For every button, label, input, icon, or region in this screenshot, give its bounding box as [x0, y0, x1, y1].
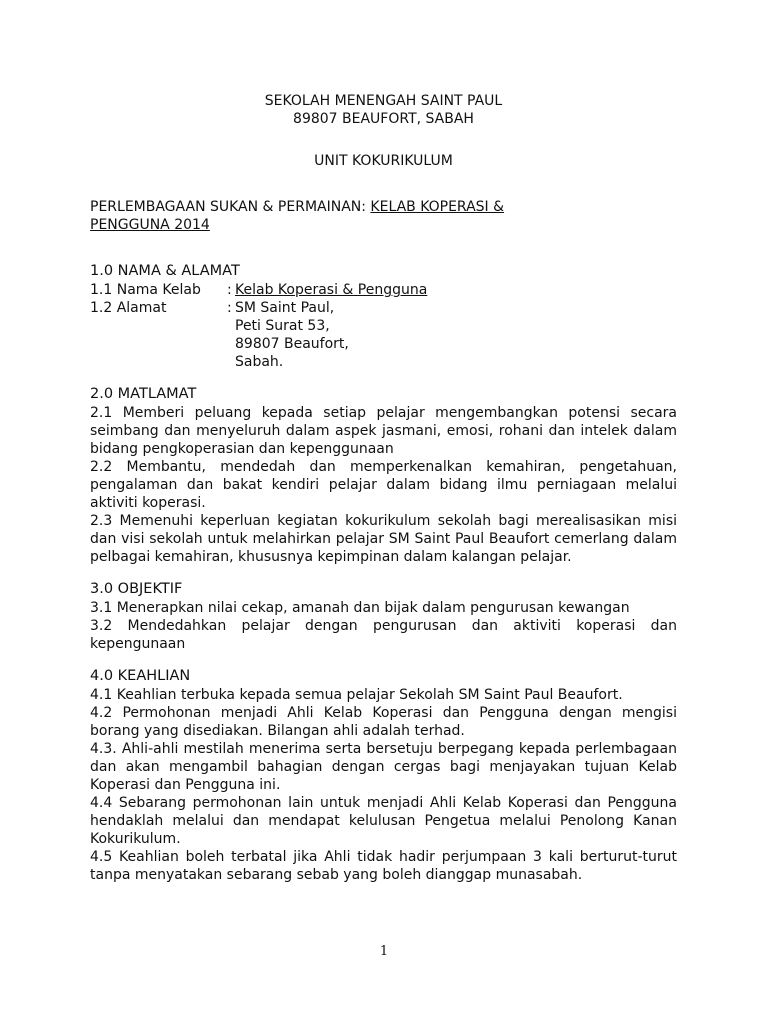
matlamat-item-2-2: 2.2 Membantu, mendedah dan memperkenalkan kemahiran, pengetahuan, pengalaman dan bakat kendiri pelajar dalam bidang ilmu perniagaan melalui aktiviti koperasi.	[90, 459, 677, 511]
page-number: 1	[379, 944, 389, 959]
section-heading-matlamat: 2.0 MATLAMAT	[90, 386, 197, 402]
title-club-line1: KELAB KOPERASI &	[370, 199, 505, 215]
document-page	[90, 92, 677, 884]
section-heading-objektif: 3.0 OBJEKTIF	[90, 581, 183, 597]
title-prefix: PERLEMBAGAAN SUKAN & PERMAINAN:	[90, 199, 371, 215]
keahlian-item-4-5: 4.5 Keahlian boleh terbatal jika Ahli tidak hadir perjumpaan 3 kali berturut-turut tanpa menyatakan sebarang sebab yang boleh dianggap munasabah.	[90, 849, 677, 883]
objektif-item-3-2: 3.2 Mendedahkan pelajar dengan pengurusan dan aktiviti koperasi dan kepengunaan	[90, 618, 677, 652]
address-row: 1.2 Alamat : SM Saint Paul,	[90, 300, 335, 316]
keahlian-item-4-1: 4.1 Keahlian terbuka kepada semua pelajar Sekolah SM Saint Paul Beaufort.	[90, 687, 623, 703]
keahlian-item-4-4: 4.4 Sebarang permohonan lain untuk menjadi Ahli Kelab Koperasi dan Pengguna hendaklah melalui dan mendapat kelulusan Pengetua melalui Penolong Kanan Kokurikulum.	[90, 795, 677, 847]
address-line-4: Sabah.	[235, 354, 284, 370]
school-name: SEKOLAH MENENGAH SAINT PAUL	[264, 93, 503, 109]
section-heading-keahlian: 4.0 KEAHLIAN	[90, 668, 191, 684]
keahlian-item-4-2: 4.2 Permohonan menjadi Ahli Kelab Koperasi dan Pengguna dengan mengisi borang yang disediakan. Bilangan ahli adalah terhad.	[90, 705, 677, 739]
school-address: 89807 BEAUFORT, SABAH	[293, 111, 474, 127]
document-title	[90, 198, 677, 234]
section-heading-nama-alamat: 1.0 NAMA & ALAMAT	[90, 263, 240, 279]
unit-title: UNIT KOKURIKULUM	[314, 153, 453, 169]
address-line-3: 89807 Beaufort,	[235, 336, 349, 352]
club-name-label: 1.1 Nama Kelab	[90, 282, 201, 298]
objektif-item-3-1: 3.1 Menerapkan nilai cekap, amanah dan bijak dalam pengurusan kewangan	[90, 600, 630, 616]
club-name-row: 1.1 Nama Kelab : Kelab Koperasi & Pengguna	[90, 282, 428, 298]
club-name-value: Kelab Koperasi & Pengguna	[235, 282, 428, 298]
title-club-line2: PENGGUNA 2014	[90, 217, 210, 233]
matlamat-item-2-1: 2.1 Memberi peluang kepada setiap pelajar mengembangkan potensi secara seimbang dan menyeluruh dalam aspek jasmani, emosi, rohani dan intelek dalam bidang pengkoperasian dan kepenggunaan	[90, 405, 677, 457]
keahlian-item-4-3: 4.3. Ahli-ahli mestilah menerima serta bersetuju berpegang kepada perlembagaan dan akan mengambil bahagian dengan cergas bagi menjayakan tujuan Kelab Koperasi dan Pengguna ini.	[90, 741, 677, 793]
address-label: 1.2 Alamat	[90, 300, 167, 316]
matlamat-item-2-3: 2.3 Memenuhi keperluan kegiatan kokurikulum sekolah bagi merealisasikan misi dan visi sekolah untuk melahirkan pelajar SM Saint Paul Beaufort cemerlang dalam pelbagai kemahiran, khususnya kepimpinan dalam kalangan pelajar.	[90, 513, 677, 565]
address-line-1: SM Saint Paul,	[235, 300, 335, 316]
address-line-2: Peti Surat 53,	[235, 318, 330, 334]
